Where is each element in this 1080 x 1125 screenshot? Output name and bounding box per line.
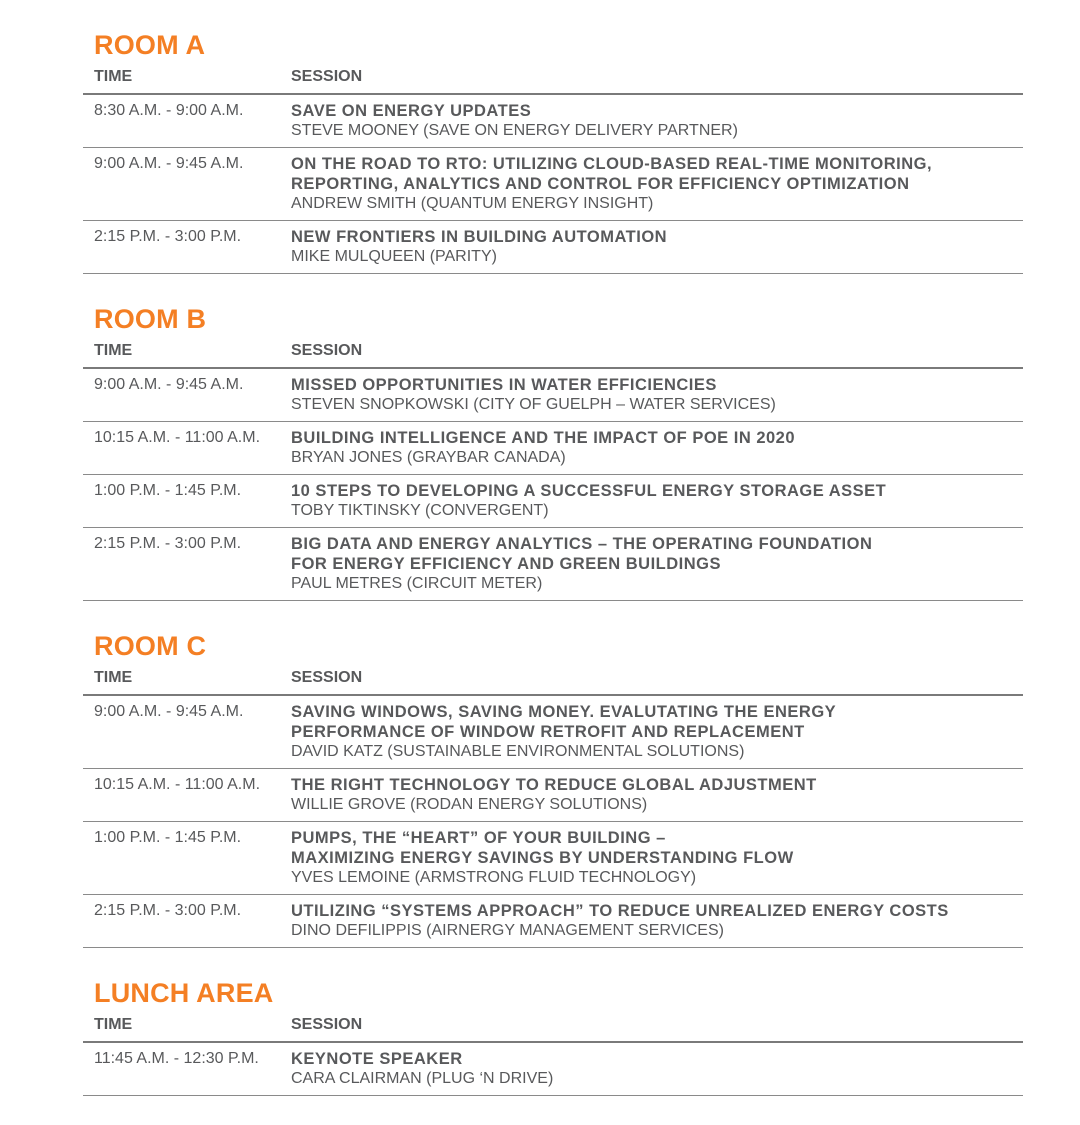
session-time: 9:00 A.M. - 9:45 A.M. — [94, 703, 244, 720]
session-time: 2:15 P.M. - 3:00 P.M. — [94, 535, 242, 552]
session-speaker: TOBY TIKTINSKY (CONVERGENT) — [291, 502, 549, 519]
session-speaker: DAVID KATZ (SUSTAINABLE ENVIRONMENTAL SOLUTIONS) — [291, 743, 745, 760]
session-speaker: WILLIE GROVE (RODAN ENERGY SOLUTIONS) — [291, 796, 648, 813]
session-cell — [291, 227, 1023, 267]
session-cell — [291, 775, 1023, 815]
table-row — [83, 769, 1023, 822]
session-title: PUMPS, THE “HEART” OF YOUR BUILDING – MAXIMIZING ENERGY SAVINGS BY UNDERSTANDING FLOW — [291, 829, 794, 867]
room-title: ROOM A — [94, 30, 206, 60]
session-time: 2:15 P.M. - 3:00 P.M. — [94, 902, 242, 919]
session-cell — [291, 428, 1023, 468]
session-cell — [291, 901, 1023, 941]
schedule — [83, 29, 1023, 1125]
table-header — [83, 335, 1023, 369]
session-time: 1:00 P.M. - 1:45 P.M. — [94, 482, 242, 499]
session-title: 10 STEPS TO DEVELOPING A SUCCESSFUL ENERGY STORAGE ASSET — [291, 482, 887, 500]
session-title: SAVING WINDOWS, SAVING MONEY. EVALUTATING THE ENERGY PERFORMANCE OF WINDOW RETROFIT AND REPLACEMENT — [291, 703, 837, 741]
session-time: 10:15 A.M. - 11:00 A.M. — [94, 776, 261, 793]
room-section — [83, 630, 1023, 948]
session-cell — [291, 828, 1023, 888]
table-header — [83, 1009, 1023, 1043]
session-cell — [291, 534, 1023, 594]
session-speaker: STEVEN SNOPKOWSKI (CITY OF GUELPH – WATER SERVICES) — [291, 396, 776, 413]
session-cell — [291, 154, 1023, 214]
session-speaker: ANDREW SMITH (QUANTUM ENERGY INSIGHT) — [291, 195, 654, 212]
session-speaker: MIKE MULQUEEN (PARITY) — [291, 248, 497, 265]
session-speaker: YVES LEMOINE (ARMSTRONG FLUID TECHNOLOGY) — [291, 869, 697, 886]
room-section — [83, 303, 1023, 601]
session-time: 8:30 A.M. - 9:00 A.M. — [94, 102, 244, 119]
table-row — [83, 148, 1023, 221]
session-time: 9:00 A.M. - 9:45 A.M. — [94, 376, 244, 393]
time-column-header: TIME — [94, 669, 133, 686]
session-speaker: PAUL METRES (CIRCUIT METER) — [291, 575, 543, 592]
table-row — [83, 475, 1023, 528]
time-column-header: TIME — [94, 342, 133, 359]
time-column-header: TIME — [94, 68, 133, 85]
session-column-header: SESSION — [291, 342, 363, 359]
session-speaker: STEVE MOONEY (SAVE ON ENERGY DELIVERY PARTNER) — [291, 122, 738, 139]
session-title: BUILDING INTELLIGENCE AND THE IMPACT OF POE IN 2020 — [291, 429, 796, 447]
session-title: MISSED OPPORTUNITIES IN WATER EFFICIENCIES — [291, 376, 717, 394]
time-column-header: TIME — [94, 1016, 133, 1033]
table-header — [83, 662, 1023, 696]
table-row — [83, 528, 1023, 601]
table-row — [83, 369, 1023, 422]
session-cell — [291, 101, 1023, 141]
session-cell — [291, 481, 1023, 521]
session-time: 11:45 A.M. - 12:30 P.M. — [94, 1050, 259, 1067]
table-row — [83, 1043, 1023, 1096]
session-title: SAVE ON ENERGY UPDATES — [291, 102, 532, 120]
session-title: BIG DATA AND ENERGY ANALYTICS – THE OPERATING FOUNDATION FOR ENERGY EFFICIENCY AND GREEN BUILDINGS — [291, 535, 873, 573]
session-title: ON THE ROAD TO RTO: UTILIZING CLOUD-BASED REAL-TIME MONITORING, REPORTING, ANALYTICS AND CONTROL FOR EFFICIENCY OPTIMIZATION — [291, 155, 933, 193]
session-time: 2:15 P.M. - 3:00 P.M. — [94, 228, 242, 245]
session-title: UTILIZING “SYSTEMS APPROACH” TO REDUCE UNREALIZED ENERGY COSTS — [291, 902, 949, 920]
table-row — [83, 95, 1023, 148]
session-time: 1:00 P.M. - 1:45 P.M. — [94, 829, 242, 846]
room-section — [83, 977, 1023, 1096]
session-speaker: DINO DEFILIPPIS (AIRNERGY MANAGEMENT SERVICES) — [291, 922, 724, 939]
table-header — [83, 61, 1023, 95]
room-title: ROOM C — [94, 631, 207, 661]
session-title: KEYNOTE SPEAKER — [291, 1050, 463, 1068]
session-cell — [291, 702, 1023, 762]
session-title: THE RIGHT TECHNOLOGY TO REDUCE GLOBAL ADJUSTMENT — [291, 776, 817, 794]
session-title: NEW FRONTIERS IN BUILDING AUTOMATION — [291, 228, 668, 246]
session-time: 9:00 A.M. - 9:45 A.M. — [94, 155, 244, 172]
session-column-header: SESSION — [291, 1016, 363, 1033]
table-row — [83, 696, 1023, 769]
room-title: LUNCH AREA — [94, 978, 274, 1008]
table-row — [83, 822, 1023, 895]
session-cell — [291, 375, 1023, 415]
session-speaker: CARA CLAIRMAN (PLUG ‘N DRIVE) — [291, 1070, 554, 1087]
session-column-header: SESSION — [291, 669, 363, 686]
room-section — [83, 29, 1023, 274]
session-column-header: SESSION — [291, 68, 363, 85]
session-speaker: BRYAN JONES (GRAYBAR CANADA) — [291, 449, 566, 466]
table-row — [83, 221, 1023, 274]
table-row — [83, 422, 1023, 475]
session-time: 10:15 A.M. - 11:00 A.M. — [94, 429, 261, 446]
session-cell — [291, 1049, 1023, 1089]
room-title: ROOM B — [94, 304, 207, 334]
table-row — [83, 895, 1023, 948]
